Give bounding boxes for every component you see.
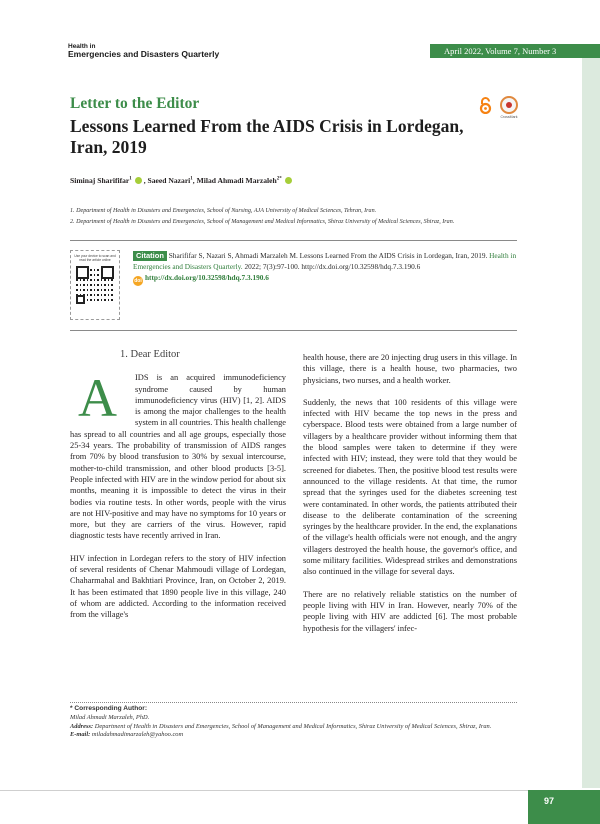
paragraph: Suddenly, the news that 100 residents of this village were infected with HIV became the top news in the press and cyberspace. Blood tests were obtained from a large number of villagers by a healthcare provider without informing them that the blood samples were taken to determine if they were infected with HIV; instead, they were told that they would be screened for diabetes. Then, the positive blood test results were announced to the village residents. At that time, the rumor spread that the syringes used for the diabetes screening test were contaminated. In other words, the patients attributed their disease to the deliberate contamination of the screening syringes by the healthcare provider. In the end, the explanations of the village's health officials were not enough, and the angry villagers destroyed the health house, the governor's office, and some military facilities. Widespread strikes and demonstrations also continued in the village for several days. xyxy=(303,397,517,577)
qr-caption: Use your device to scan and read the article online xyxy=(74,254,116,262)
crossmark-label: CrossMark xyxy=(500,115,518,119)
footnote-divider xyxy=(70,702,517,703)
author-name: Siminaj Sharififar xyxy=(70,176,130,185)
open-access-icon xyxy=(478,97,493,114)
citation-text xyxy=(133,251,517,272)
paragraph: HIV infection in Lordegan refers to the story of HIV infection of several residents of Chenar Mahmoudi village of Lordegan, Chaharmahal and Bakhtiari Province, Iran, on October 2, 2019. It has been estimated that 1890 people live in this village, 240 of whom are addicted. According to the information received from the village's xyxy=(70,553,286,620)
email-label: E-mail: xyxy=(70,731,91,739)
paragraph: There are no relatively reliable statistics on the number of people living with HIV in Iran. However, nearly 70% of the people living with HIV are addicted [6]. The most probable hypothesis for the villagers' infec- xyxy=(303,589,517,633)
citation-body: Sharififar S, Nazari S, Ahmadi Marzaleh M. Lessons Learned From the AIDS Crisis in Lordegan, Iran, 2019. xyxy=(168,251,488,260)
crossmark-badge[interactable] xyxy=(498,96,520,122)
article-type: Letter to the Editor xyxy=(70,95,200,112)
right-column xyxy=(303,352,517,634)
corresponding-author-block xyxy=(70,705,520,740)
footer-rule xyxy=(0,790,528,791)
address-label: Address: xyxy=(70,722,94,730)
issue-banner: April 2022, Volume 7, Number 3 xyxy=(430,44,600,58)
email-address[interactable]: miladahmadimarzaleh@yahoo.com xyxy=(91,731,184,739)
drop-cap: A xyxy=(78,368,117,429)
address-text: Department of Health in Disasters and Emergencies, School of Management and Medical Informatics, Shiraz University of Medical Sciences, Shiraz, Iran. xyxy=(94,722,492,730)
divider xyxy=(70,330,517,331)
author-name: Saeed Nazari xyxy=(147,176,191,185)
qr-code-box xyxy=(70,250,120,320)
paragraph xyxy=(70,368,286,541)
citation-label: Citation xyxy=(133,251,167,261)
journal-logo-line2: Emergencies and Disasters Quarterly xyxy=(68,49,220,60)
citation-block xyxy=(133,251,517,301)
paragraph-text: IDS is an acquired immunodeficiency syndrome caused by human immunodeficiency virus (HIV) [1, 2]. AIDS is among the major challenges to the health system in all countries. This health challenge has spread to all countries and all age groups, especially those 25-34 years. The probability of transmission of AIDS ranges from 70% by blood transfusion to 30% by sexual intercourse, mother-to-child transmission, and other blood products [3-5]. People infected with HIV are in the window period for about six months, meaning it is impossible to detect the virus in their bodies via routine tests. In other words, people with the virus are not HIV-positive and may have no symptoms for 10 years or more, but they are carriers of the virus. However, rapid diagnostic tests have recently arrived in Iran. xyxy=(70,373,286,541)
orcid-icon[interactable] xyxy=(285,177,292,184)
corresponding-name: Milad Ahmadi Marzaleh, PhD. xyxy=(70,713,150,721)
footer xyxy=(0,790,600,824)
citation-details: 2022; 7(3):97-100. http://dx.doi.org/10.32598/hdq.7.3.190.6 xyxy=(244,261,421,271)
paragraph: health house, there are 20 injecting drug users in this village. In this village, there is a health house, two pharmacies, two physicians, two nurses, and a health worker. xyxy=(303,353,517,385)
left-column xyxy=(70,349,286,621)
page-number: 97 xyxy=(528,790,600,824)
journal-logo xyxy=(68,43,219,60)
doi-link[interactable]: http://dx.doi.org/10.32598/hdq.7.3.190.6 xyxy=(145,273,269,282)
author-list: Siminaj Sharififar$^1$ , Saeed Nazari$^1$, Milad Ahmadi Marzaleh$^{2*}$ xyxy=(70,176,294,185)
doi-icon: doi xyxy=(134,278,142,284)
corresponding-heading: * Corresponding Author: xyxy=(70,705,148,712)
affiliation-2: 2. Department of Health in Disasters and Emergencies, School of Management and Medical Informatics, Shiraz University of Medical Sciences, Shiraz, Iran. xyxy=(70,219,455,225)
citation-journal-link[interactable]: Health in Emergencies and Disasters Quarterly. xyxy=(133,251,517,271)
article-title: Lessons Learned From the AIDS Crisis in Lordegan, Iran, 2019 xyxy=(70,116,464,157)
divider xyxy=(70,240,517,241)
author-name: Milad Ahmadi Marzaleh xyxy=(196,176,277,185)
section-heading: 1. Dear Editor xyxy=(120,349,180,360)
orcid-icon[interactable] xyxy=(135,177,142,184)
side-accent-bar xyxy=(582,58,600,788)
doi-line xyxy=(133,273,517,286)
crossmark-icon xyxy=(500,96,518,114)
qr-code-icon[interactable] xyxy=(76,266,114,304)
journal-logo-line1: Health in xyxy=(68,43,96,50)
affiliation-1: 1. Department of Health in Disasters and Emergencies, School of Nursing, AJA University of Medical Sciences, Tehran, Iran. xyxy=(70,208,377,214)
